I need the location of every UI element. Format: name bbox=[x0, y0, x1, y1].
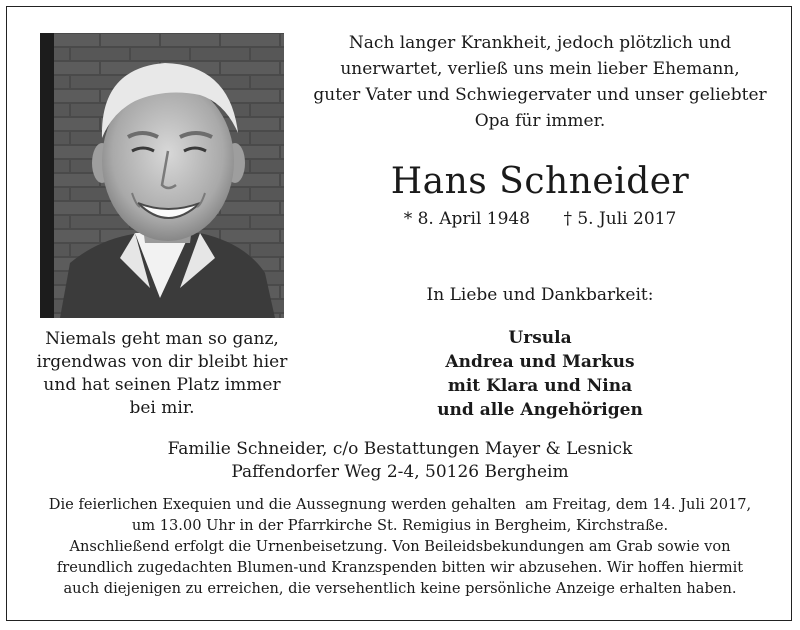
address-line: Familie Schneider, c/o Bestattungen Mayer & Lesnick bbox=[167, 439, 633, 459]
intro-line: unerwartet, verließ uns mein lieber Ehemann, bbox=[340, 59, 740, 79]
thanks-line: In Liebe und Dankbarkeit: bbox=[426, 285, 654, 305]
mourner-line: mit Klara und Nina bbox=[447, 376, 633, 396]
life-dates bbox=[305, 207, 775, 231]
mourner-line: Ursula bbox=[508, 328, 572, 348]
poem-line: und hat seinen Platz immer bbox=[43, 375, 281, 395]
birth-date: * 8. April 1948 bbox=[403, 209, 531, 229]
intro-line: guter Vater und Schwiegervater und unser geliebter bbox=[313, 85, 767, 105]
funeral-notice bbox=[22, 494, 778, 599]
family-address bbox=[40, 438, 760, 484]
notice-line: um 13.00 Uhr in der Pfarrkirche St. Remigius in Bergheim, Kirchstraße. bbox=[131, 517, 669, 534]
poem-line: Niemals geht man so ganz, bbox=[45, 329, 279, 349]
mourner-line: Andrea und Markus bbox=[445, 352, 635, 372]
portrait-photo bbox=[40, 33, 284, 318]
notice-line: Anschließend erfolgt die Urnenbeisetzung. Von Beileidsbekundungen am Grab sowie von bbox=[69, 538, 731, 555]
mourners-list bbox=[305, 326, 775, 422]
mourner-line: und alle Angehörigen bbox=[437, 400, 643, 420]
notice-line: auch diejenigen zu erreichen, die versehentlich keine persönliche Anzeige erhalten haben. bbox=[63, 580, 737, 597]
intro-line: Nach langer Krankheit, jedoch plötzlich und bbox=[348, 33, 732, 53]
poem-line: bei mir. bbox=[129, 398, 195, 418]
poem-text bbox=[28, 328, 296, 420]
poem-line: irgendwas von dir bleibt hier bbox=[36, 352, 288, 372]
death-date: † 5. Juli 2017 bbox=[563, 209, 677, 229]
intro-line: Opa für immer. bbox=[474, 111, 606, 131]
notice-line: Die feierlichen Exequien und die Aussegnung werden gehalten am Freitag, dem 14. Juli 2017, bbox=[48, 496, 752, 513]
deceased-name: Hans Schneider bbox=[390, 161, 690, 202]
notice-line: freundlich zugedachten Blumen-und Kranzspenden bitten wir abzusehen. Wir hoffen hiermit bbox=[56, 559, 744, 576]
address-line: Paffendorfer Weg 2-4, 50126 Bergheim bbox=[231, 462, 569, 482]
intro-text bbox=[305, 30, 775, 134]
